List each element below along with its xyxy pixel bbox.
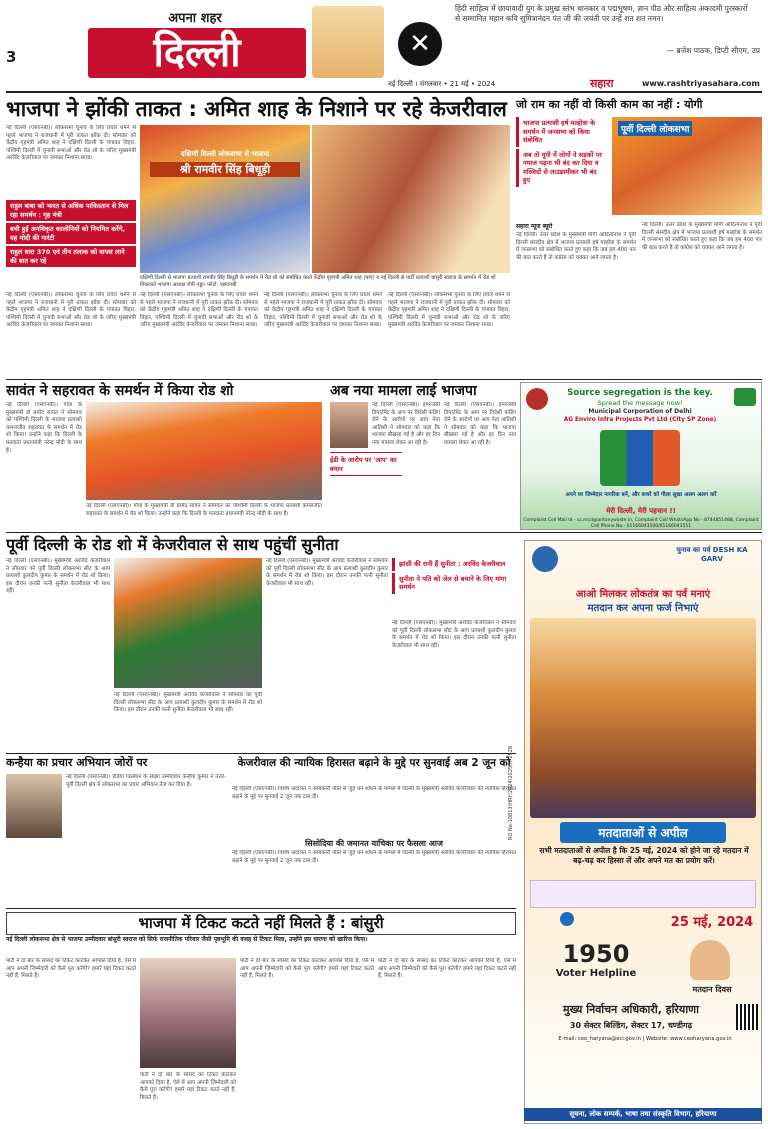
election-ad-address: 30 सेक्टर बिल्डिंग, सेक्टर 17, चण्डीगढ़: [569, 1021, 693, 1030]
lead-poster-line2: श्री रामवीर सिंह बिधूड़ी: [150, 162, 300, 177]
lead-body-col2: नई दिल्ली (एसएनबी)। लोकसभा चुनाव के लिए प्रचार थमने से पहले भाजपा ने राजधानी में पूरी ताकत झोंक दी। सोमवार को केंद्रीय गृहमंत्री अमित शाह ने दक्षिणी दिल्ली के चंपावत विहार, पश्चिमी दिल्ली में चुनावी सभाओं और रोड शो के जरिए मुख्यमंत्री अरविंद केजरीवाल पर जमकर निशाना साधा।: [140, 292, 258, 329]
lead-photo-nadda: [312, 125, 510, 273]
lead-poster-line1: दक्षिणी दिल्ली लोकसभा से भाजपा: [180, 150, 270, 158]
municipal-ad-headline: Source segregation is the key.: [567, 388, 713, 398]
yogi-photo-label: पूर्वी दिल्ली लोकसभा: [618, 121, 692, 136]
yogi-body-col1: नई दिल्ली। उत्तर प्रदेश के मुख्यमंत्री योगी आदित्यनाथ ने पूर्वी दिल्ली संसदीय क्षेत्र में भाजपा प्रत्याशी हर्ष मल्होत्रा के समर्थन में जनसभा को संबोधित करते हुए कहा कि जब हम 400 पार की बात करते हैं तो कांग्रेस को चक्कर आने लगता है।: [516, 232, 636, 261]
bansuri-body-col2: पार्टी ने दो बार के सांसद का टिकट काटकर आपको दिया है, ऐसे में आप अपनी जिम्मेदारी को कैसे पूरा करेंगी? हमारे यहां टिकट कटते नहीं हैं, मिलते हैं।: [140, 1072, 236, 1101]
lead-headline: भाजपा ने झोंकी ताकत : अमित शाह के निशाने पर रहे केजरीवाल: [6, 97, 507, 121]
masthead-rule: [6, 91, 762, 93]
sahrawat-body: नई दिल्ली (एसएनबी)। गोवा के मुख्यमंत्री डॉ प्रमोद सावंत ने सोमवार को पश्चिमी दिल्ली के भाजपा प्रत्याशी कमलजीत सहरावत के समर्थन में रोड शो किया। उन्होंने कहा कि दिल्ली के मतदाता प्रधानमंत्री नरेन्द्र मोदी के साथ हैं।: [6, 402, 82, 454]
election-ad-poll-label: मतदान दिवस: [692, 985, 732, 994]
municipal-ad-contractor: AG Enviro Infra Projects Pvt Ltd (City SP Zone): [563, 417, 717, 423]
bansuri-photo: [140, 958, 236, 1068]
election-ad-appeal-text: सभी मतदाताओं से अपील है कि 25 मई, 2024 को होने जा रहे मतदान में बढ़-चढ़ कर हिस्सा लें और अपने मत का प्रयोग करें।: [539, 846, 749, 865]
bansuri-intro: नई दिल्ली लोकसभा क्षेत्र से भाजपा उम्मीदवार बांसुरी स्वराज को सिर्फ राजनीतिक परिवार जैसी पृष्ठभूमि की वजह से टिकट मिला, उन्होंने इस धारणा को खारिज किया।: [6, 936, 368, 943]
dateline: नई दिल्ली । मंगलवार • 21 मई • 2024: [388, 80, 496, 88]
election-ad-email: E-mail: ceo_haryana@eci.gov.in | Website: www.ceoharyana.gov.in: [558, 1036, 732, 1042]
municipal-ad-hindi: अपने घर जिम्मेदार नागरिक बनें, और कचरे को गीला सूखा अलग अलग करें: [565, 492, 717, 498]
inked-finger-icon: [690, 940, 730, 980]
election-ad-crowd-illustration: [530, 618, 756, 818]
sunita-photo: [114, 558, 262, 688]
lead-photo-shah: [140, 125, 310, 273]
municipal-ad-slogan: मेरी दिल्ली, मेरी पहचान !!: [606, 507, 676, 515]
mcd-logo-icon: [526, 388, 548, 410]
sunita-pullquote: सुनीता ने पति को जेल से बचाने के लिए मांगा समर्थन: [392, 573, 516, 594]
masthead: [0, 0, 768, 90]
page-number: 3: [6, 48, 17, 66]
sunita-headline: पूर्वी दिल्ली के रोड शो में केजरीवाल से साथ पहुंचीं सुनीता: [6, 535, 339, 554]
lead-bullet: राहुल धारा 370 एवं तीन तलाक को वापस लाने की बात कर रहे: [6, 246, 136, 267]
sunita-pullquotes: [392, 558, 516, 596]
sahrawat-photo: [86, 402, 322, 500]
bansuri-body-col1: पार्टी ने दो बार के सांसद का टिकट काटकर आपको दिया है, ऐसे में आप अपनी जिम्मेदारी को कैसे पूरा करेंगी? हमारे यहां टिकट कटते नहीं हैं, मिलते हैं।: [6, 958, 136, 980]
liquor-pullquote: ईडी के आरोप पर 'आप' का बयान: [330, 452, 402, 476]
municipal-ad-org: Municipal Corporation of Delhi: [588, 408, 692, 415]
bansuri-headline: भाजपा में टिकट कटते नहीं मिलते हैं : बांसुरी: [6, 912, 516, 935]
sahrawat-headline: सावंत ने सहरावत के समर्थन में किया रोड शो: [6, 383, 234, 399]
election-ad-links: [530, 880, 756, 908]
kanhaiya-body: नई दिल्ली (एसएनबी)। इंडिया गठबंधन के साझा उम्मीदवार कन्हैया कुमार ने उत्तर-पूर्वी दिल्ली क्षेत्र में लोकसभा का प्रचार अभियान तेज कर दिया है।: [66, 774, 226, 788]
quote-author: — ब्रजेश पाठक, डिप्टी सीएम, उप्र: [666, 46, 760, 55]
lead-bullet: बची हुई अनधिकृत कालोनियों को नियमित करेंगे, यह मोदी की गारंटी: [6, 223, 136, 244]
election-ad-poll-date: 25 मई, 2024: [670, 915, 754, 930]
yogi-bullet: अब तो यूपी में लोगों ने सड़कों पर नमाज पढ़ना भी बंद कर दिया व मस्जिदों से लाउडस्पीकर भी बंद हुए: [516, 149, 608, 187]
landmark-illustration: [312, 6, 384, 78]
sunita-body-col4: नई दिल्ली (एसएनबी)। मुख्यमंत्री अरविंद केजरीवाल ने सोमवार को पूर्वी दिल्ली लोकसभा सीट के आप प्रत्याशी कुलदीप कुमार के समर्थन में रोड शो किया। इस दौरान उनकी पत्नी सुनीता केजरीवाल भी साथ रहीं।: [392, 620, 516, 649]
election-ad-headline2: मतदान कर अपना फर्ज निभाएं: [587, 603, 699, 614]
municipal-ad-subline: Spread the message now!: [597, 399, 683, 407]
bins-illustration: [600, 430, 680, 486]
yogi-bullets: [516, 117, 608, 189]
lead-bullets: [6, 200, 136, 269]
eci-logo-icon: [532, 546, 558, 572]
yogi-byline: सहारा न्यूज ब्यूरो: [516, 223, 553, 230]
lead-body-col3: नई दिल्ली (एसएनबी)। लोकसभा चुनाव के लिए प्रचार थमने से पहले भाजपा ने राजधानी में पूरी ताकत झोंक दी। सोमवार को केंद्रीय गृहमंत्री अमित शाह ने दक्षिणी दिल्ली के चंपावत विहार, पश्चिमी दिल्ली में चुनावी सभाओं और रोड शो के जरिए मुख्यमंत्री अरविंद केजरीवाल पर जमकर निशाना साधा।: [264, 292, 382, 329]
brand-top: अपना शहर: [95, 8, 295, 26]
qr-code-icon: [736, 1004, 758, 1030]
sunita-pullquote: झांसी की रानी हैं सुनीता : अरविंद केजरीवाल: [392, 558, 516, 571]
section-rule: [6, 379, 762, 380]
yogi-bullet: भाजपा प्रत्याशी हर्ष मल्होत्रा के समर्थन में जनसभा को किया संबोधित: [516, 117, 608, 147]
brand-city: दिल्ली: [153, 30, 241, 76]
election-ad-officer: मुख्य निर्वाचन अधिकारी, हरियाणा: [563, 1003, 699, 1016]
sunita-body-col3: नई दिल्ली (एसएनबी)। मुख्यमंत्री अरविंद केजरीवाल ने सोमवार को पूर्वी दिल्ली लोकसभा सीट के आप प्रत्याशी कुलदीप कुमार के समर्थन में रोड शो किया। इस दौरान उनकी पत्नी सुनीता केजरीवाल भी साथ रहीं।: [266, 558, 388, 587]
election-ad-side-ro: RO No-10813/HRY/2024/2025/H-2528: [508, 745, 514, 840]
bansuri-body-col4: पार्टी ने दो बार के सांसद का टिकट काटकर आपको दिया है, ऐसे में आप अपनी जिम्मेदारी को कैसे पूरा करेंगी? हमारे यहां टिकट कटते नहीं हैं, मिलते हैं।: [378, 958, 516, 980]
yogi-headline: जो राम का नहीं वो किसी काम का नहीं : योगी: [516, 98, 703, 111]
sahrawat-body-cont: नई दिल्ली (एसएनबी)। गोवा के मुख्यमंत्री डॉ प्रमोद सावंत ने सोमवार को पश्चिमी दिल्ली के भाजपा प्रत्याशी कमलजीत सहरावत के समर्थन में रोड शो किया। उन्होंने कहा कि दिल्ली के मतदाता प्रधानमंत्री नरेन्द्र मोदी के साथ हैं।: [86, 503, 322, 517]
lead-body-col4: नई दिल्ली (एसएनबी)। लोकसभा चुनाव के लिए प्रचार थमने से पहले भाजपा ने राजधानी में पूरी ताकत झोंक दी। सोमवार को केंद्रीय गृहमंत्री अमित शाह ने दक्षिणी दिल्ली के चंपावत विहार, पश्चिमी दिल्ली में चुनावी सभाओं और रोड शो के जरिए मुख्यमंत्री अरविंद केजरीवाल पर जमकर निशाना साधा।: [388, 292, 510, 329]
atishi-photo: [330, 402, 368, 448]
x-logo-icon: ✕: [398, 22, 442, 66]
liquor-headline: अब नया मामला लाई भाजपा: [330, 383, 477, 399]
municipal-ad-complaint: Complaint Cell Mail Id - cc.mcd@antonywaste.in, Complaint Cell WhatsApp No - 8744851488, Complaint Cell Phone No.- 01166043500/01166043551: [523, 518, 759, 529]
bail-body: नई दिल्ली (एसएनबी)। विशेष अदालत ने आबकारी नीति से जुड़े धन शोधन के मामले में दिल्ली के मुख्यमंत्री अरविंद केजरीवाल की न्यायिक हिरासत बढ़ाने के मुद्दे पर सुनवाई 2 जून तक टाल दी।: [232, 786, 516, 800]
ag-enviro-logo-icon: [734, 388, 756, 406]
bansuri-body-col3: पार्टी ने दो बार के सांसद का टिकट काटकर आपको दिया है, ऐसे में आप अपनी जिम्मेदारी को कैसे पूरा करेंगी? हमारे यहां टिकट कटते नहीं हैं, मिलते हैं।: [240, 958, 374, 980]
section-rule: [6, 532, 762, 533]
election-ad-footer: सूचना, लोक सम्पर्क, भाषा तथा संस्कृति विभाग, हरियाणा: [524, 1108, 762, 1121]
section-rule: [6, 908, 516, 909]
lead-intro: नई दिल्ली (एसएनबी)। लोकसभा चुनाव के लिए प्रचार थमने से पहले भाजपा ने राजधानी में पूरी ताकत झोंक दी। सोमवार को केंद्रीय गृहमंत्री अमित शाह ने दक्षिणी दिल्ली के चंपावत विहार, पश्चिमी दिल्ली में चुनावी सभाओं और रोड शो के जरिए मुख्यमंत्री अरविंद केजरीवाल पर जमकर निशाना साधा।: [6, 125, 136, 162]
liquor-body-col2: नई दिल्ली (एसएनबी)। इमरजेंसी डिपार्टमेंट के आप पर विदेशी फंडिंग लेने के आरोपों पर आप नेता आतिशी ने सोमवार को कहा कि भाजपा बौखला गई है और हर दिन नया मामला लेकर आ रही है।: [444, 402, 516, 446]
election-ad-appeal-title: मतदाताओं से अपील: [560, 822, 726, 843]
election-ad-helpline-label: Voter Helpline: [555, 968, 637, 979]
liquor-body-col1: नई दिल्ली (एसएनबी)। इमरजेंसी डिपार्टमेंट के आप पर विदेशी फंडिंग लेने के आरोपों पर आप नेता आतिशी ने सोमवार को कहा कि भाजपा बौखला गई है और हर दिन नया मामला लेकर आ रही है।: [372, 402, 440, 446]
sunita-body-col1: नई दिल्ली (एसएनबी)। मुख्यमंत्री अरविंद केजरीवाल ने सोमवार को पूर्वी दिल्ली लोकसभा सीट के आप प्रत्याशी कुलदीप कुमार के समर्थन में रोड शो किया। इस दौरान उनकी पत्नी सुनीता केजरीवाल भी साथ रहीं।: [6, 558, 110, 595]
section-rule: [6, 753, 516, 754]
sunita-body-col2: नई दिल्ली (एसएनबी)। मुख्यमंत्री अरविंद केजरीवाल ने सोमवार को पूर्वी दिल्ली लोकसभा सीट के आप प्रत्याशी कुलदीप कुमार के समर्थन में रोड शो किया। इस दौरान उनकी पत्नी सुनीता केजरीवाल भी साथ रहीं।: [114, 692, 262, 714]
lead-caption: दक्षिणी दिल्ली से भाजपा प्रत्याशी रामवीर सिंह बिधूड़ी के समर्थन में रोड शो को संबोधित करते केंद्रीय गृहमंत्री अमित शाह (बाएं) व नई दिल्ली से पार्टी प्रत्याशी बांसुरी स्वराज के समर्थन में रोड शो निकालते भाजपा अध्यक्ष जेपी नड्डा। फोटो: एसएनबी: [140, 275, 496, 288]
bail-headline: केजरीवाल की न्यायिक हिरासत बढ़ाने के मुद्दे पर सुनवाई अब 2 जून को: [237, 757, 511, 769]
kanhaiya-photo: [6, 774, 62, 838]
election-ad-helpline-number: 1950: [562, 940, 630, 968]
lead-bullet: राहुल बाबा को भारत से अधिक पाकिस्तान से मिल रहा समर्थन : गृह मंत्री: [6, 200, 136, 221]
helpline-icon: [560, 912, 574, 926]
lead-body-col1: नई दिल्ली (एसएनबी)। लोकसभा चुनाव के लिए प्रचार थमने से पहले भाजपा ने राजधानी में पूरी ताकत झोंक दी। सोमवार को केंद्रीय गृहमंत्री अमित शाह ने दक्षिणी दिल्ली के चंपावत विहार, पश्चिमी दिल्ली में चुनावी सभाओं और रोड शो के जरिए मुख्यमंत्री अरविंद केजरीवाल पर जमकर निशाना साधा।: [6, 292, 136, 329]
election-ad-headline1: आओ मिलकर लोकतंत्र का पर्व मनाएं: [575, 589, 711, 600]
election-ad-badge: चुनाव का पर्व DESH KA GARV: [676, 546, 748, 563]
bail-body-cont: नई दिल्ली (एसएनबी)। विशेष अदालत ने आबकारी नीति से जुड़े धन शोधन के मामले में दिल्ली के मुख्यमंत्री अरविंद केजरीवाल की न्यायिक हिरासत बढ़ाने के मुद्दे पर सुनवाई 2 जून तक टाल दी।: [232, 850, 516, 864]
website: www.rashtriyasahara.com: [642, 79, 760, 88]
paper-name: सहारा: [590, 77, 614, 90]
kanhaiya-headline: कन्हैया का प्रचार अभियान जोरों पर: [6, 756, 148, 769]
bail-subhead: सिसोदिया की जमानत याचिका पर फैसला आज: [305, 839, 443, 848]
yogi-body-col2: नई दिल्ली। उत्तर प्रदेश के मुख्यमंत्री योगी आदित्यनाथ ने पूर्वी दिल्ली संसदीय क्षेत्र में भाजपा प्रत्याशी हर्ष मल्होत्रा के समर्थन में जनसभा को संबोधित करते हुए कहा कि जब हम 400 पार की बात करते हैं तो कांग्रेस को चक्कर आने लगता है।: [642, 222, 762, 251]
quote-text: हिंदी साहित्य में छायावादी युग के प्रमुख स्तंभ थानकार व पद्मभूषण, ज्ञान पीठ और साहित्य अकादमी पुरस्कारों से सम्मानित महान कवि सुमित्रानंदन पंत जी की जयंती पर उन्हें शत शत नमन।: [455, 4, 748, 23]
